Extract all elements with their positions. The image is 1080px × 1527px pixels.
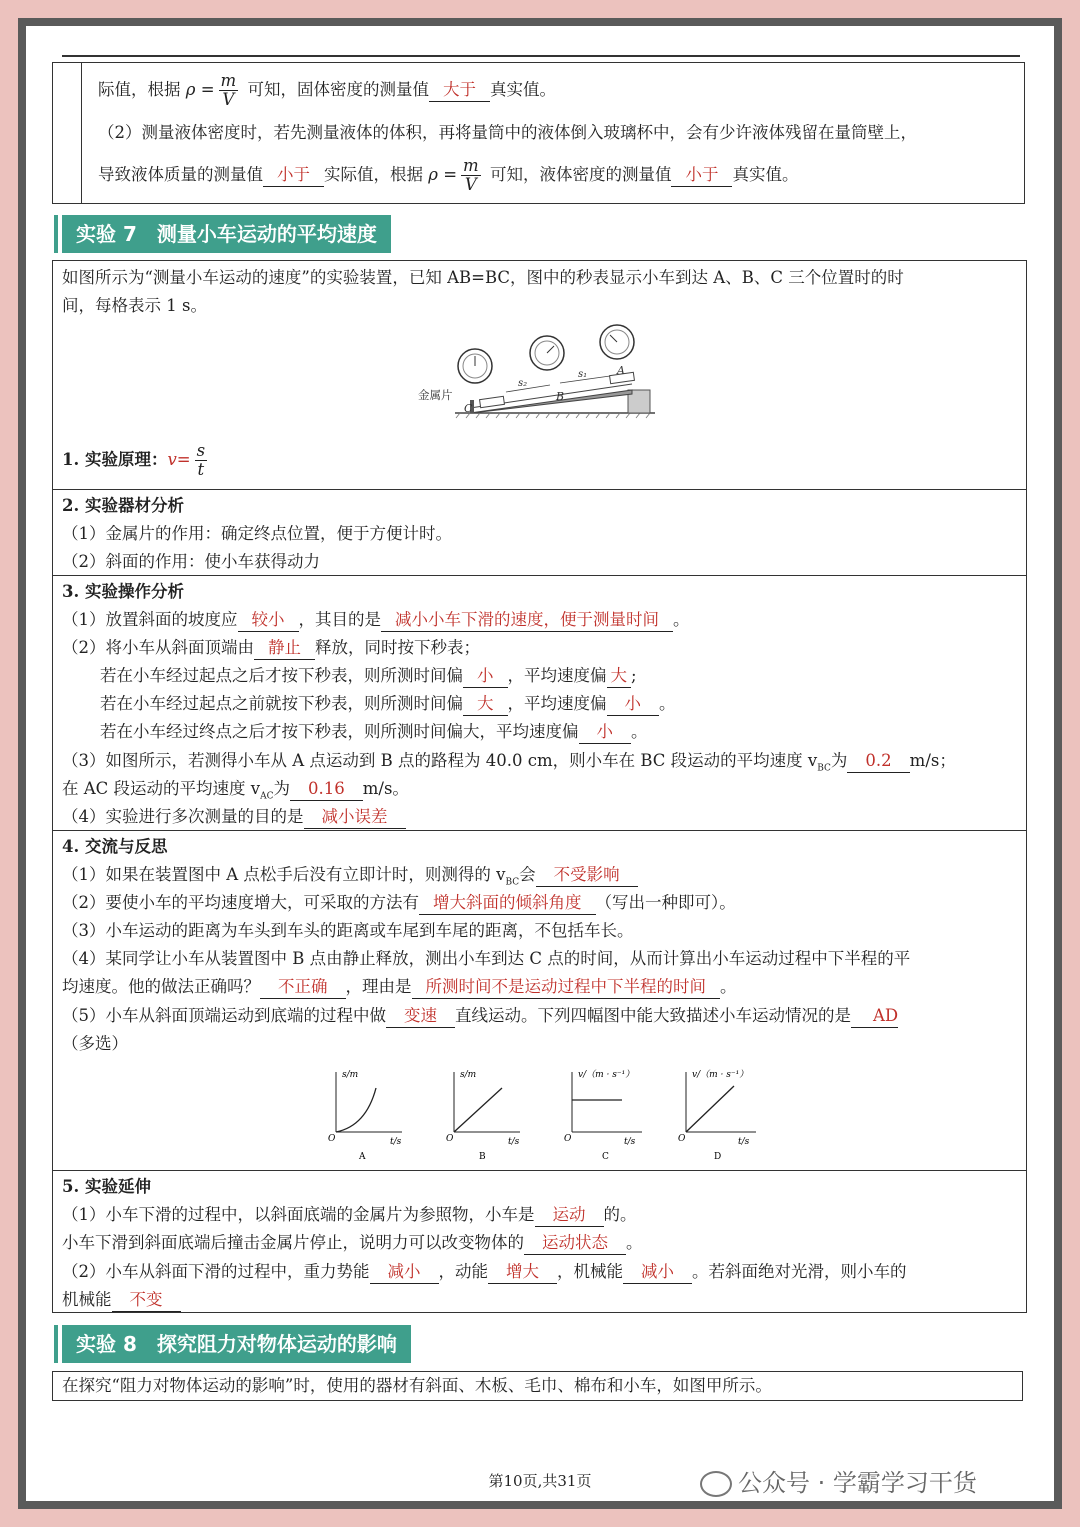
graph-b bbox=[440, 1066, 530, 1162]
sec4-line-6: （5）小车从斜面顶端运动到底端的过程中做 变速 直线运动。下列四幅图中能大致描述小车运动情况的是 AD bbox=[62, 1002, 1022, 1030]
graph-a-label: A bbox=[359, 1152, 366, 1162]
wechat-icon bbox=[700, 1471, 732, 1497]
sec3-line-2: （2）将小车从斜面顶端由 静止 释放，同时按下秒表； bbox=[62, 634, 1022, 662]
sec2-title: 2. 实验器材分析 bbox=[62, 496, 184, 515]
sec5-line-2: 小车下滑到斜面底端后撞击金属片停止，说明力可以改变物体的 运动状态 。 bbox=[62, 1229, 1022, 1257]
sec3-line-7: 在 AC 段运动的平均速度 $v_{AC}$为 0.16 m/s。 bbox=[62, 779, 409, 802]
sec3-line-6: （3）如图所示，若测得小车从 A 点运动到 B 点的路程为 40.0 cm，则小车在 BC 段运动的平均速度 $v_{BC}$为 0.2 m/s； bbox=[62, 751, 956, 774]
sec5-line-3: （2）小车从斜面下滑的过程中，重力势能 减小 ，动能 增大 ，机械能 减小 。若斜面绝对光滑，则小车的 bbox=[62, 1258, 1022, 1286]
sec4-line-1: （1）如果在装置图中 A 点松手后没有立即计时，则测得的 $v_{BC}$会 不受影响 bbox=[62, 861, 1022, 896]
sec4-line-7: （多选） bbox=[62, 1034, 128, 1053]
graph-c-origin: O bbox=[564, 1134, 572, 1144]
graph-b-origin: O bbox=[446, 1134, 454, 1144]
header-rule bbox=[62, 55, 1020, 57]
density-line-2: （2）测量液体密度时，若先测量液体的体积，再将量筒中的液体倒入玻璃杯中，会有少许液体残留在量筒壁上， bbox=[98, 123, 917, 142]
graph-d-xlabel: t/s bbox=[738, 1137, 750, 1147]
graph-a bbox=[322, 1066, 412, 1162]
exp8-intro: 在探究“阻力对物体运动的影响”时，使用的器材有斜面、木板、毛巾、棉布和小车，如图甲所示。 bbox=[62, 1376, 772, 1395]
exp7-intro-1: 如图所示为“测量小车运动的速度”的实验装置，已知 AB=BC，图中的秒表显示小车到达 A、B、C 三个位置时的时 bbox=[62, 268, 904, 287]
graph-d bbox=[672, 1066, 772, 1162]
graph-c-ylabel: v/（m · s⁻¹） bbox=[578, 1070, 635, 1080]
sec3-line-4: 若在小车经过起点之前就按下秒表，则所测时间偏 大 ，平均速度偏 小 。 bbox=[100, 690, 1022, 718]
watermark: 公众号 · 学霸学习干货 bbox=[700, 1463, 977, 1498]
sec3-line-1: （1）放置斜面的坡度应 较小 ，其目的是 减小小车下滑的速度，便于测量时间 。 bbox=[62, 606, 1022, 634]
graph-c bbox=[558, 1066, 658, 1162]
sec4-title: 4. 交流与反思 bbox=[62, 837, 168, 856]
graph-b-ylabel: s/m bbox=[460, 1070, 477, 1080]
sec4-line-3: （3）小车运动的距离为车头到车头的距离或车尾到车尾的距离，不包括车长。 bbox=[62, 921, 634, 940]
incline-apparatus-figure bbox=[410, 318, 670, 423]
sec5-title: 5. 实验延伸 bbox=[62, 1177, 151, 1196]
exp7-intro-2: 间，每格表示 1 s。 bbox=[62, 296, 207, 315]
sec4-line-4: （4）某同学让小车从装置图中 B 点由静止释放，测出小车到达 C 点的时间，从而计算出小车运动过程中下半程的平 bbox=[62, 949, 911, 968]
fig-label-s2: s₂ bbox=[518, 378, 528, 389]
graph-a-ylabel: s/m bbox=[342, 1070, 359, 1080]
principle-line: 1. 实验原理：v= $\frac{s}{t}$ bbox=[62, 441, 206, 479]
fig-label-a: A bbox=[617, 364, 625, 377]
density-line-1: 际值，根据 ρ = $\frac{m}{V}$ 可知，固体密度的测量值 大于 真实值。 bbox=[98, 71, 556, 109]
fig-label-s1: s₁ bbox=[578, 369, 588, 380]
sec2-line-1: （1）金属片的作用：确定终点位置，便于方便计时。 bbox=[62, 524, 452, 543]
sec3-title: 3. 实验操作分析 bbox=[62, 582, 184, 601]
page-number: 第10页,共31页 bbox=[488, 1472, 592, 1490]
sec3-line-8: （4）实验进行多次测量的目的是 减小误差 bbox=[62, 803, 1022, 831]
sec4-line-2: （2）要使小车的平均速度增大，可采取的方法有 增大斜面的倾斜角度 （写出一种即可）。 bbox=[62, 889, 1022, 917]
graph-d-origin: O bbox=[678, 1134, 686, 1144]
graph-b-label: B bbox=[479, 1152, 486, 1162]
graph-c-xlabel: t/s bbox=[624, 1137, 636, 1147]
graph-b-xlabel: t/s bbox=[508, 1137, 520, 1147]
exp8-title: 实验 8 探究阻力对物体运动的影响 bbox=[62, 1325, 411, 1363]
density-line-3: 导致液体质量的测量值 小于 实际值，根据 ρ = $\frac{m}{V}$ 可知，液体密度的测量值 小于 真实值。 bbox=[98, 156, 799, 194]
exp7-title: 实验 7 测量小车运动的平均速度 bbox=[62, 215, 391, 253]
sec4-line-5: 均速度。他的做法正确吗？ 不正确 ，理由是 所测时间不是运动过程中下半程的时间 。 bbox=[62, 973, 1022, 1001]
sec5-line-1: （1）小车下滑的过程中，以斜面底端的金属片为参照物，小车是 运动 的。 bbox=[62, 1201, 1022, 1229]
sec5-line-4: 机械能 不变 bbox=[62, 1286, 1022, 1314]
sec3-line-3: 若在小车经过起点之后才按下秒表，则所测时间偏 小 ，平均速度偏 大 ; bbox=[100, 662, 1022, 690]
graph-d-label: D bbox=[714, 1152, 722, 1162]
graph-a-xlabel: t/s bbox=[390, 1137, 402, 1147]
graph-d-ylabel: v/（m · s⁻¹） bbox=[692, 1070, 749, 1080]
graph-a-origin: O bbox=[328, 1134, 336, 1144]
graph-c-label: C bbox=[602, 1152, 609, 1162]
fig-label-c: C bbox=[464, 402, 473, 415]
fig-label-metal: 金属片 bbox=[418, 388, 453, 402]
sec3-line-5: 若在小车经过终点之后才按下秒表，则所测时间偏大，平均速度偏 小 。 bbox=[100, 718, 1022, 746]
sec2-line-2: （2）斜面的作用：使小车获得动力 bbox=[62, 552, 320, 571]
fig-label-b: B bbox=[556, 390, 565, 403]
